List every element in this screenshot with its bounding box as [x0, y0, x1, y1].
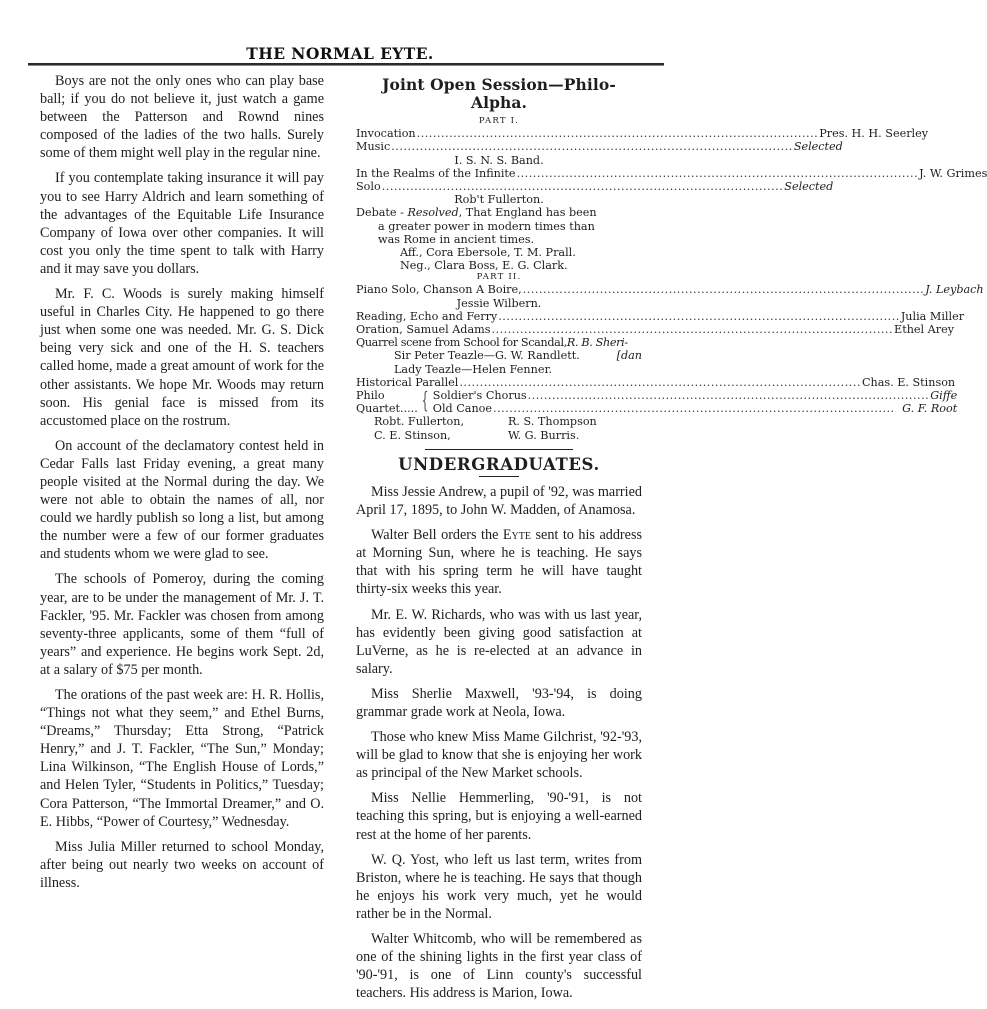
quartet-song: Soldier's Chorus ..... Giffe [433, 389, 957, 402]
brace-icon: { [421, 389, 429, 415]
program-item-piano: Piano Solo, Chanson A Boire, ..... J. Leybach [356, 283, 642, 296]
quarrel-author-tail: [dan [616, 349, 642, 363]
program-item-philo-quartet: Philo Quartet..... { Soldier's Chorus ..... Giffe Old Canoe ..... G. F. Root [356, 389, 642, 415]
paragraph-baseball: Boys are not the only ones who can play base ball; if you do not believe it, just watch a game between the Patterson and Rownd nines composed of the ladies of the two halls. Surely some of them might well play in the regular nine. [40, 73, 324, 162]
paragraph-whitcomb: Walter Whitcomb, who will be remembered as one of the shining lights in the first year class of '90-'91, is one of Linn county's successful teachers. His address is Marion, Iowa. [356, 931, 642, 1002]
paragraph-richards: Mr. E. W. Richards, who was with us last year, has evidently been giving good satisfaction at LuVerne, as he is re-elected at an advance in salary. [356, 606, 642, 677]
quartet-song: Old Canoe ..... G. F. Root [433, 402, 957, 415]
program-item-reading: Reading, Echo and Ferry ..... Julia Miller [356, 310, 642, 323]
dot-leader [528, 389, 930, 402]
dot-leader [493, 402, 901, 415]
quarrel-cast-sir-peter: Sir Peter Teazle—G. W. Randlett. [394, 349, 580, 363]
paragraph-jessie-andrew: Miss Jessie Andrew, a pupil of '92, was married April 17, 1895, to John W. Madden, of Anamosa. [356, 483, 642, 519]
program-item-quarrel-scene: Quarrel scene from School for Scandal,R. B. Sheri- Sir Peter Teazle—G. W. Randlett. [dan Lady Teazle—Helen Fenner. [356, 336, 642, 376]
right-column [356, 72, 987, 1009]
program-item-realms: In the Realms of the Infinite ..... J. W. Grimes [356, 167, 642, 180]
dot-leader [498, 310, 900, 323]
paragraph-pomeroy: The schools of Pomeroy, during the coming year, are to be under the management of Mr. J. T. Fackler, '95. Mr. Fackler was chosen from among seventy-three applicants, some of them “full of years” and experience. He begins work Sept. 2d, at a salary of $75 per month. [40, 571, 324, 678]
header-rule [28, 63, 664, 66]
paragraph-declamatory: On account of the declamatory contest held in Cedar Falls last Friday evening, a great many people visited at the Normal during the day. We were not able to obtain the names of all, nor could we hardly publish so long a list, but among the number were a few of our former graduates and students whom we were glad to see. [40, 437, 324, 563]
paragraph-maxwell: Miss Sherlie Maxwell, '93-'94, is doing grammar grade work at Neola, Iowa. [356, 685, 642, 720]
part-two-heading: PART II. [476, 272, 522, 283]
quartet-members: Robt. Fullerton, R. S. Thompson C. E. Stinson, W. G. Burris. [374, 415, 597, 442]
paragraph-walter-bell: Walter Bell orders the Eyte sent to his address at Morning Sun, where he is teaching. He says that with his spring term he will have taught thirty-six weeks this year. [356, 527, 642, 598]
left-column [40, 72, 324, 899]
paragraph-yost: W. Q. Yost, who left us last term, writes from Briston, where he is teaching. He says that though he enjoys his work very much, yet he would rather be in the Normal. [356, 851, 642, 922]
dot-leader [491, 323, 893, 336]
paragraph-julia-miller: Miss Julia Miller returned to school Monday, after being out nearly two weeks on account of illness. [40, 838, 324, 891]
program-item-music: Music ..... Selected [356, 140, 642, 153]
debate-negative: Neg., Clara Boss, E. G. Clark. [400, 259, 568, 273]
debate-text-line: a greater power in modern times than [378, 219, 595, 233]
quarrel-cast-lady-teazle: Lady Teazle—Helen Fenner. [394, 362, 553, 376]
part-one-heading: PART I. [478, 116, 520, 127]
music-performer: I. S. N. S. Band. [454, 153, 544, 167]
heading-underline [479, 476, 519, 477]
paragraph-hemmerling: Miss Nellie Hemmerling, '90-'91, is not teaching this spring, but is enjoying a well-earned rest at the home of her parents. [356, 790, 642, 843]
section-divider [425, 449, 573, 450]
program-item-historical-parallel: Historical Parallel ..... Chas. E. Stinson [356, 376, 642, 389]
page-header-title: THE NORMAL EYTE. [246, 44, 434, 63]
program-title: Joint Open Session—Philo-Alpha. [382, 75, 616, 113]
eyte-name: Eyte [502, 527, 531, 544]
dot-leader [391, 140, 793, 153]
debate-affirmative: Aff., Cora Ebersole, T. M. Prall. [400, 246, 576, 260]
program-item-debate: Debate - Resolved, That England has been [356, 206, 597, 220]
paragraph-orations: The orations of the past week are: H. R. Hollis, “Things not what they seem,” and Ethel Burns, “Dreams,” Thursday; Etta Strong, “Patrick Henry,” and J. T. Fackler, “The Sun,” Monday; Lina Wilkinson, “The English House of Lords,” and Helen Tyler, “Students in Politics,” Tuesday; Cora Patterson, “The Immortal Dreamer,” and O. E. Hibbs, “Power of Courtesy,” Wednesday. [40, 687, 324, 830]
program-listing [356, 116, 987, 442]
dot-leader [382, 180, 784, 193]
undergraduates-heading: UNDERGRADUATES. [398, 454, 600, 474]
solo-performer: Rob't Fullerton. [454, 193, 544, 207]
paragraph-insurance: If you contemplate taking insurance it will pay you to see Harry Aldrich and learn something of the advantages of the Equitable Life Insurance Company of Iowa over other companies. It will cost you only the time spent to talk with Harry and it may save you dollars. [40, 170, 324, 277]
debate-text-line: was Rome in ancient times. [378, 232, 535, 246]
paragraph-gilchrist: Those who knew Miss Mame Gilchrist, '92-'93, will be glad to know that she is enjoying her work as principal of the New Market schools. [356, 729, 642, 782]
program-item-invocation: Invocation ..... Pres. H. H. Seerley [356, 127, 642, 140]
dot-leader [517, 167, 919, 180]
dot-leader [523, 283, 925, 296]
paragraph-woods: Mr. F. C. Woods is surely making himself useful in Charles City. He happened to go there just when some one was needed. Mr. G. S. Dick being very sick and one of the H. S. teachers called home, made a great amount of work for the other assistants. We hope Mr. Woods may return soon. His genial face is missed from its accustomed place on the rostrum. [40, 286, 324, 429]
dot-leader [459, 376, 861, 389]
dot-leader [417, 127, 819, 140]
program-item-oration: Oration, Samuel Adams ..... Ethel Arey [356, 323, 642, 336]
piano-performer: Jessie Wilbern. [456, 296, 542, 310]
program-item-solo: Solo ..... Selected [356, 180, 642, 193]
